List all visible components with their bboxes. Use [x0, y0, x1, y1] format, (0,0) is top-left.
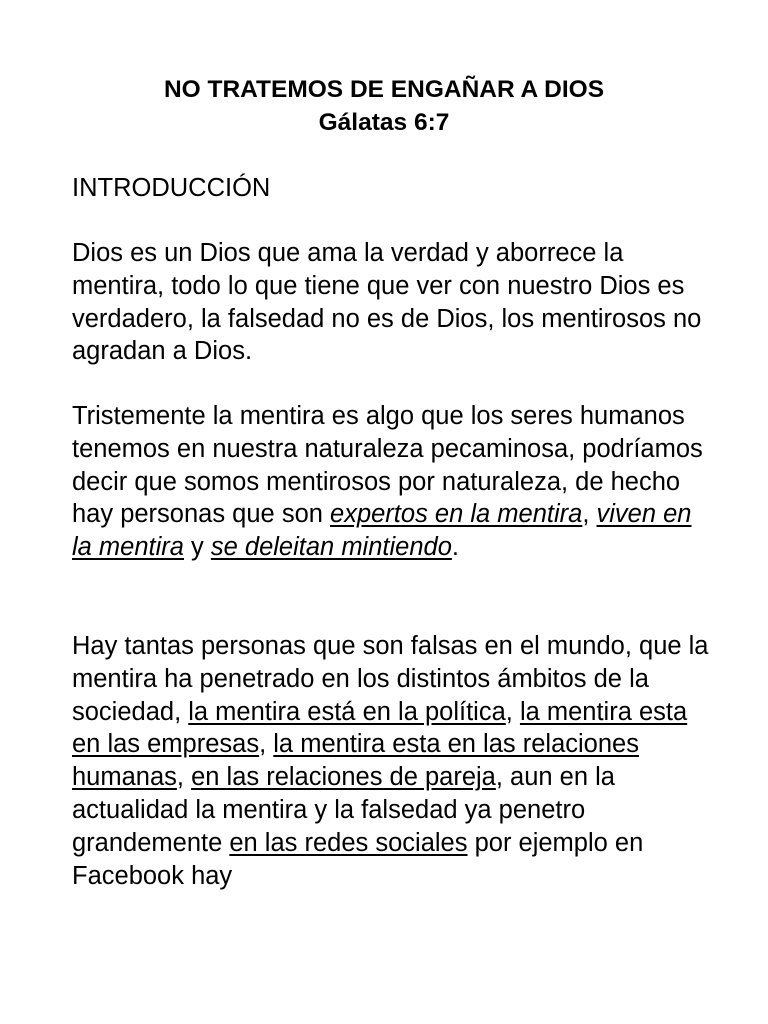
underlined-relaciones-pareja: en las relaciones de pareja	[191, 763, 496, 792]
section-heading: INTRODUCCIÓN	[72, 174, 271, 202]
paragraph-2-text: Tristemente la mentira es algo que los seres humanos tenemos en nuestra naturaleza pecaminosa, podríamos decir que somos mentirosos por naturaleza, de hecho hay personas que son	[72, 402, 703, 529]
paragraph-3-text: Hay tantas personas que son falsas en el mundo, que la mentira ha penetrado en los distintos ámbitos de la sociedad,	[72, 632, 709, 726]
paragraph-end: .	[451, 533, 459, 562]
emphasis-viven: viven en la mentira	[72, 500, 692, 562]
document-title: NO TRATEMOS DE ENGAÑAR A DIOS	[163, 76, 605, 103]
emphasis-deleitan: se deleitan mintiendo	[210, 533, 452, 562]
scripture-reference: Gálatas 6:7	[318, 109, 450, 136]
underlined-redes-sociales: en las redes sociales	[229, 828, 468, 857]
separator: ,	[582, 500, 597, 529]
paragraph-3-text-c: por ejemplo en Facebook hay	[72, 828, 644, 890]
paragraph-3	[72, 630, 712, 892]
paragraph-1-text: Dios es un Dios que ama la verdad y aborrece la mentira, todo lo que tiene que ver con nuestro Dios es verdadero, la falsedad no es de Dios, los mentirosos no agradan a Dios.	[72, 239, 702, 366]
separator: ,	[505, 697, 520, 726]
paragraph-1	[72, 237, 712, 368]
underlined-politica: la mentira está en la política	[188, 697, 506, 726]
separator: ,	[259, 730, 274, 759]
separator: ,	[176, 763, 192, 792]
separator: y	[183, 533, 211, 562]
underlined-relaciones-humanas: la mentira esta en las relaciones humanas	[72, 730, 639, 792]
emphasis-expertos: expertos en la mentira	[330, 500, 583, 529]
paragraph-3-text-b: , aun en la actualidad la mentira y la falsedad ya penetro grandemente	[72, 763, 615, 857]
underlined-empresas: la mentira esta en las empresas	[72, 697, 688, 759]
paragraph-2	[72, 400, 712, 564]
